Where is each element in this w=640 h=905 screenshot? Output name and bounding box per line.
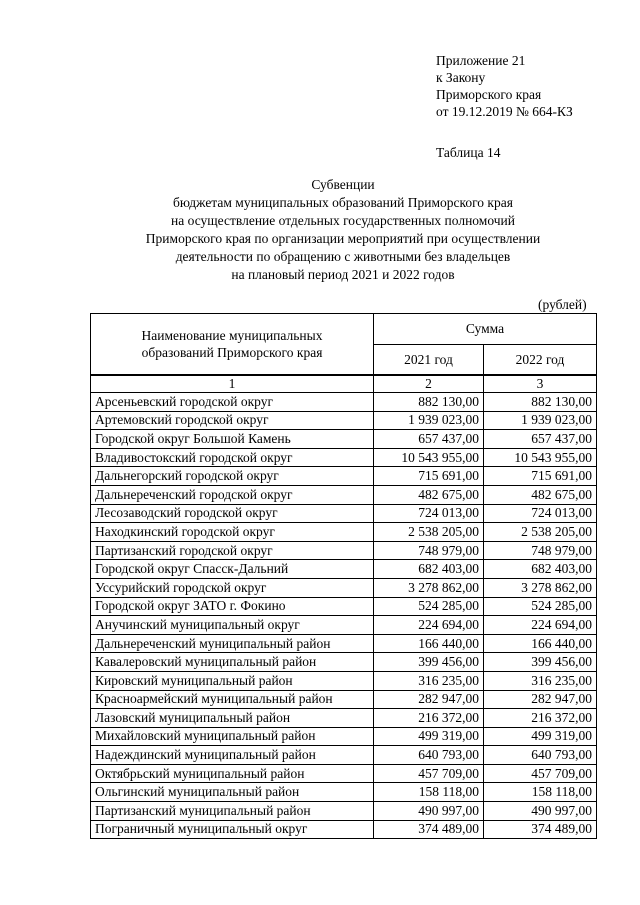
amount-2022: 3 278 862,00: [484, 578, 597, 597]
amount-2022: 457 709,00: [484, 764, 597, 783]
municipality-name: Городской округ ЗАТО г. Фокино: [91, 597, 374, 616]
table-row: [91, 802, 597, 821]
municipality-name: Лесозаводский городской округ: [91, 504, 374, 523]
amount-2021: 316 235,00: [374, 671, 484, 690]
table-row: [91, 430, 597, 449]
table-row: [91, 709, 597, 728]
amount-2021: 166 440,00: [374, 634, 484, 653]
title-line: на плановый период 2021 и 2022 годов: [231, 267, 455, 282]
table-row: [91, 448, 597, 467]
table-row: [91, 597, 597, 616]
municipality-name: Владивостокский городской округ: [91, 448, 374, 467]
amount-2021: 2 538 205,00: [374, 523, 484, 542]
amount-2021: 882 130,00: [374, 393, 484, 412]
column-header-sum: Сумма: [374, 314, 597, 345]
table-row: [91, 523, 597, 542]
column-number: 3: [484, 375, 597, 393]
amount-2021: 490 997,00: [374, 802, 484, 821]
municipality-name: Дальнереченский городской округ: [91, 485, 374, 504]
table-row: [91, 690, 597, 709]
appendix-block: [436, 52, 573, 120]
amount-2022: 724 013,00: [484, 504, 597, 523]
amount-2021: 3 278 862,00: [374, 578, 484, 597]
amount-2021: 499 319,00: [374, 727, 484, 746]
amount-2021: 457 709,00: [374, 764, 484, 783]
municipality-name: Ольгинский муниципальный район: [91, 783, 374, 802]
table-row: [91, 671, 597, 690]
amount-2022: 2 538 205,00: [484, 523, 597, 542]
table-row: [91, 746, 597, 765]
amount-2021: 1 939 023,00: [374, 411, 484, 430]
amount-2021: 282 947,00: [374, 690, 484, 709]
municipality-name: Надеждинский муниципальный район: [91, 746, 374, 765]
amount-2022: 1 939 023,00: [484, 411, 597, 430]
amount-2022: 216 372,00: [484, 709, 597, 728]
title-line: Субвенции: [311, 177, 375, 192]
municipality-name: Михайловский муниципальный район: [91, 727, 374, 746]
title-line: деятельности по обращению с животными без владельцев: [175, 249, 511, 264]
amount-2021: 374 489,00: [374, 820, 484, 839]
amount-2021: 10 543 955,00: [374, 448, 484, 467]
appendix-line: к Закону: [436, 70, 486, 85]
table-row: [91, 653, 597, 672]
table-row: [91, 616, 597, 635]
amount-2022: 715 691,00: [484, 467, 597, 486]
municipality-name: Дальнереченский муниципальный район: [91, 634, 374, 653]
table-row: [91, 467, 597, 486]
appendix-line: Приложение 21: [436, 53, 526, 68]
municipality-name: Городской округ Спасск-Дальний: [91, 560, 374, 579]
municipality-name: Октябрьский муниципальный район: [91, 764, 374, 783]
subsidy-table: [90, 313, 597, 839]
amount-2022: 224 694,00: [484, 616, 597, 635]
table-row: [91, 634, 597, 653]
appendix-line: от 19.12.2019 № 664-КЗ: [436, 104, 573, 119]
amount-2022: 374 489,00: [484, 820, 597, 839]
table-row: [91, 541, 597, 560]
municipality-name: Находкинский городской округ: [91, 523, 374, 542]
table-row: [91, 783, 597, 802]
amount-2021: 724 013,00: [374, 504, 484, 523]
amount-2021: 524 285,00: [374, 597, 484, 616]
municipality-name: Партизанский муниципальный район: [91, 802, 374, 821]
amount-2021: 216 372,00: [374, 709, 484, 728]
municipality-name: Пограничный муниципальный округ: [91, 820, 374, 839]
amount-2021: 482 675,00: [374, 485, 484, 504]
table-row: [91, 504, 597, 523]
amount-2021: 682 403,00: [374, 560, 484, 579]
table-row: [91, 820, 597, 839]
municipality-name: Анучинский муниципальный округ: [91, 616, 374, 635]
amount-2022: 158 118,00: [484, 783, 597, 802]
amount-2022: 640 793,00: [484, 746, 597, 765]
amount-2022: 316 235,00: [484, 671, 597, 690]
amount-2022: 399 456,00: [484, 653, 597, 672]
amount-2022: 166 440,00: [484, 634, 597, 653]
column-number: 1: [91, 375, 374, 393]
amount-2021: 657 437,00: [374, 430, 484, 449]
column-header-name: [91, 314, 374, 376]
column-header-2021: 2021 год: [374, 345, 484, 376]
municipality-name: Артемовский городской округ: [91, 411, 374, 430]
amount-2022: 490 997,00: [484, 802, 597, 821]
municipality-name: Кавалеровский муниципальный район: [91, 653, 374, 672]
amount-2022: 499 319,00: [484, 727, 597, 746]
amount-2021: 158 118,00: [374, 783, 484, 802]
column-header-2022: 2022 год: [484, 345, 597, 376]
table-row: [91, 411, 597, 430]
amount-2022: 10 543 955,00: [484, 448, 597, 467]
table-row: [91, 393, 597, 412]
amount-2022: 682 403,00: [484, 560, 597, 579]
amount-2021: 224 694,00: [374, 616, 484, 635]
amount-2022: 748 979,00: [484, 541, 597, 560]
table-row: [91, 727, 597, 746]
municipality-name: Дальнегорский городской округ: [91, 467, 374, 486]
municipality-name: Лазовский муниципальный район: [91, 709, 374, 728]
municipality-name: Партизанский городской округ: [91, 541, 374, 560]
table-row: [91, 764, 597, 783]
table-row: [91, 578, 597, 597]
title-line: бюджетам муниципальных образований Приморского края: [173, 195, 513, 210]
municipality-name: Городской округ Большой Камень: [91, 430, 374, 449]
amount-2022: 524 285,00: [484, 597, 597, 616]
amount-2022: 482 675,00: [484, 485, 597, 504]
document-title: [90, 176, 596, 284]
amount-2022: 657 437,00: [484, 430, 597, 449]
municipality-name: Уссурийский городской округ: [91, 578, 374, 597]
table-label: Таблица 14: [436, 145, 501, 160]
header-line: образований Приморского края: [141, 345, 323, 360]
appendix-line: Приморского края: [436, 87, 542, 102]
amount-2021: 748 979,00: [374, 541, 484, 560]
municipality-name: Красноармейский муниципальный район: [91, 690, 374, 709]
header-line: Наименование муниципальных: [141, 328, 323, 343]
title-line: Приморского края по организации мероприятий при осуществлении: [145, 231, 541, 246]
amount-2021: 640 793,00: [374, 746, 484, 765]
column-number: 2: [374, 375, 484, 393]
table-row: [91, 560, 597, 579]
table-row: [91, 485, 597, 504]
amount-2022: 882 130,00: [484, 393, 597, 412]
municipality-name: Арсеньевский городской округ: [91, 393, 374, 412]
units-label: (рублей): [538, 297, 587, 312]
amount-2021: 715 691,00: [374, 467, 484, 486]
amount-2022: 282 947,00: [484, 690, 597, 709]
amount-2021: 399 456,00: [374, 653, 484, 672]
municipality-name: Кировский муниципальный район: [91, 671, 374, 690]
title-line: на осуществление отдельных государственных полномочий: [171, 213, 515, 228]
